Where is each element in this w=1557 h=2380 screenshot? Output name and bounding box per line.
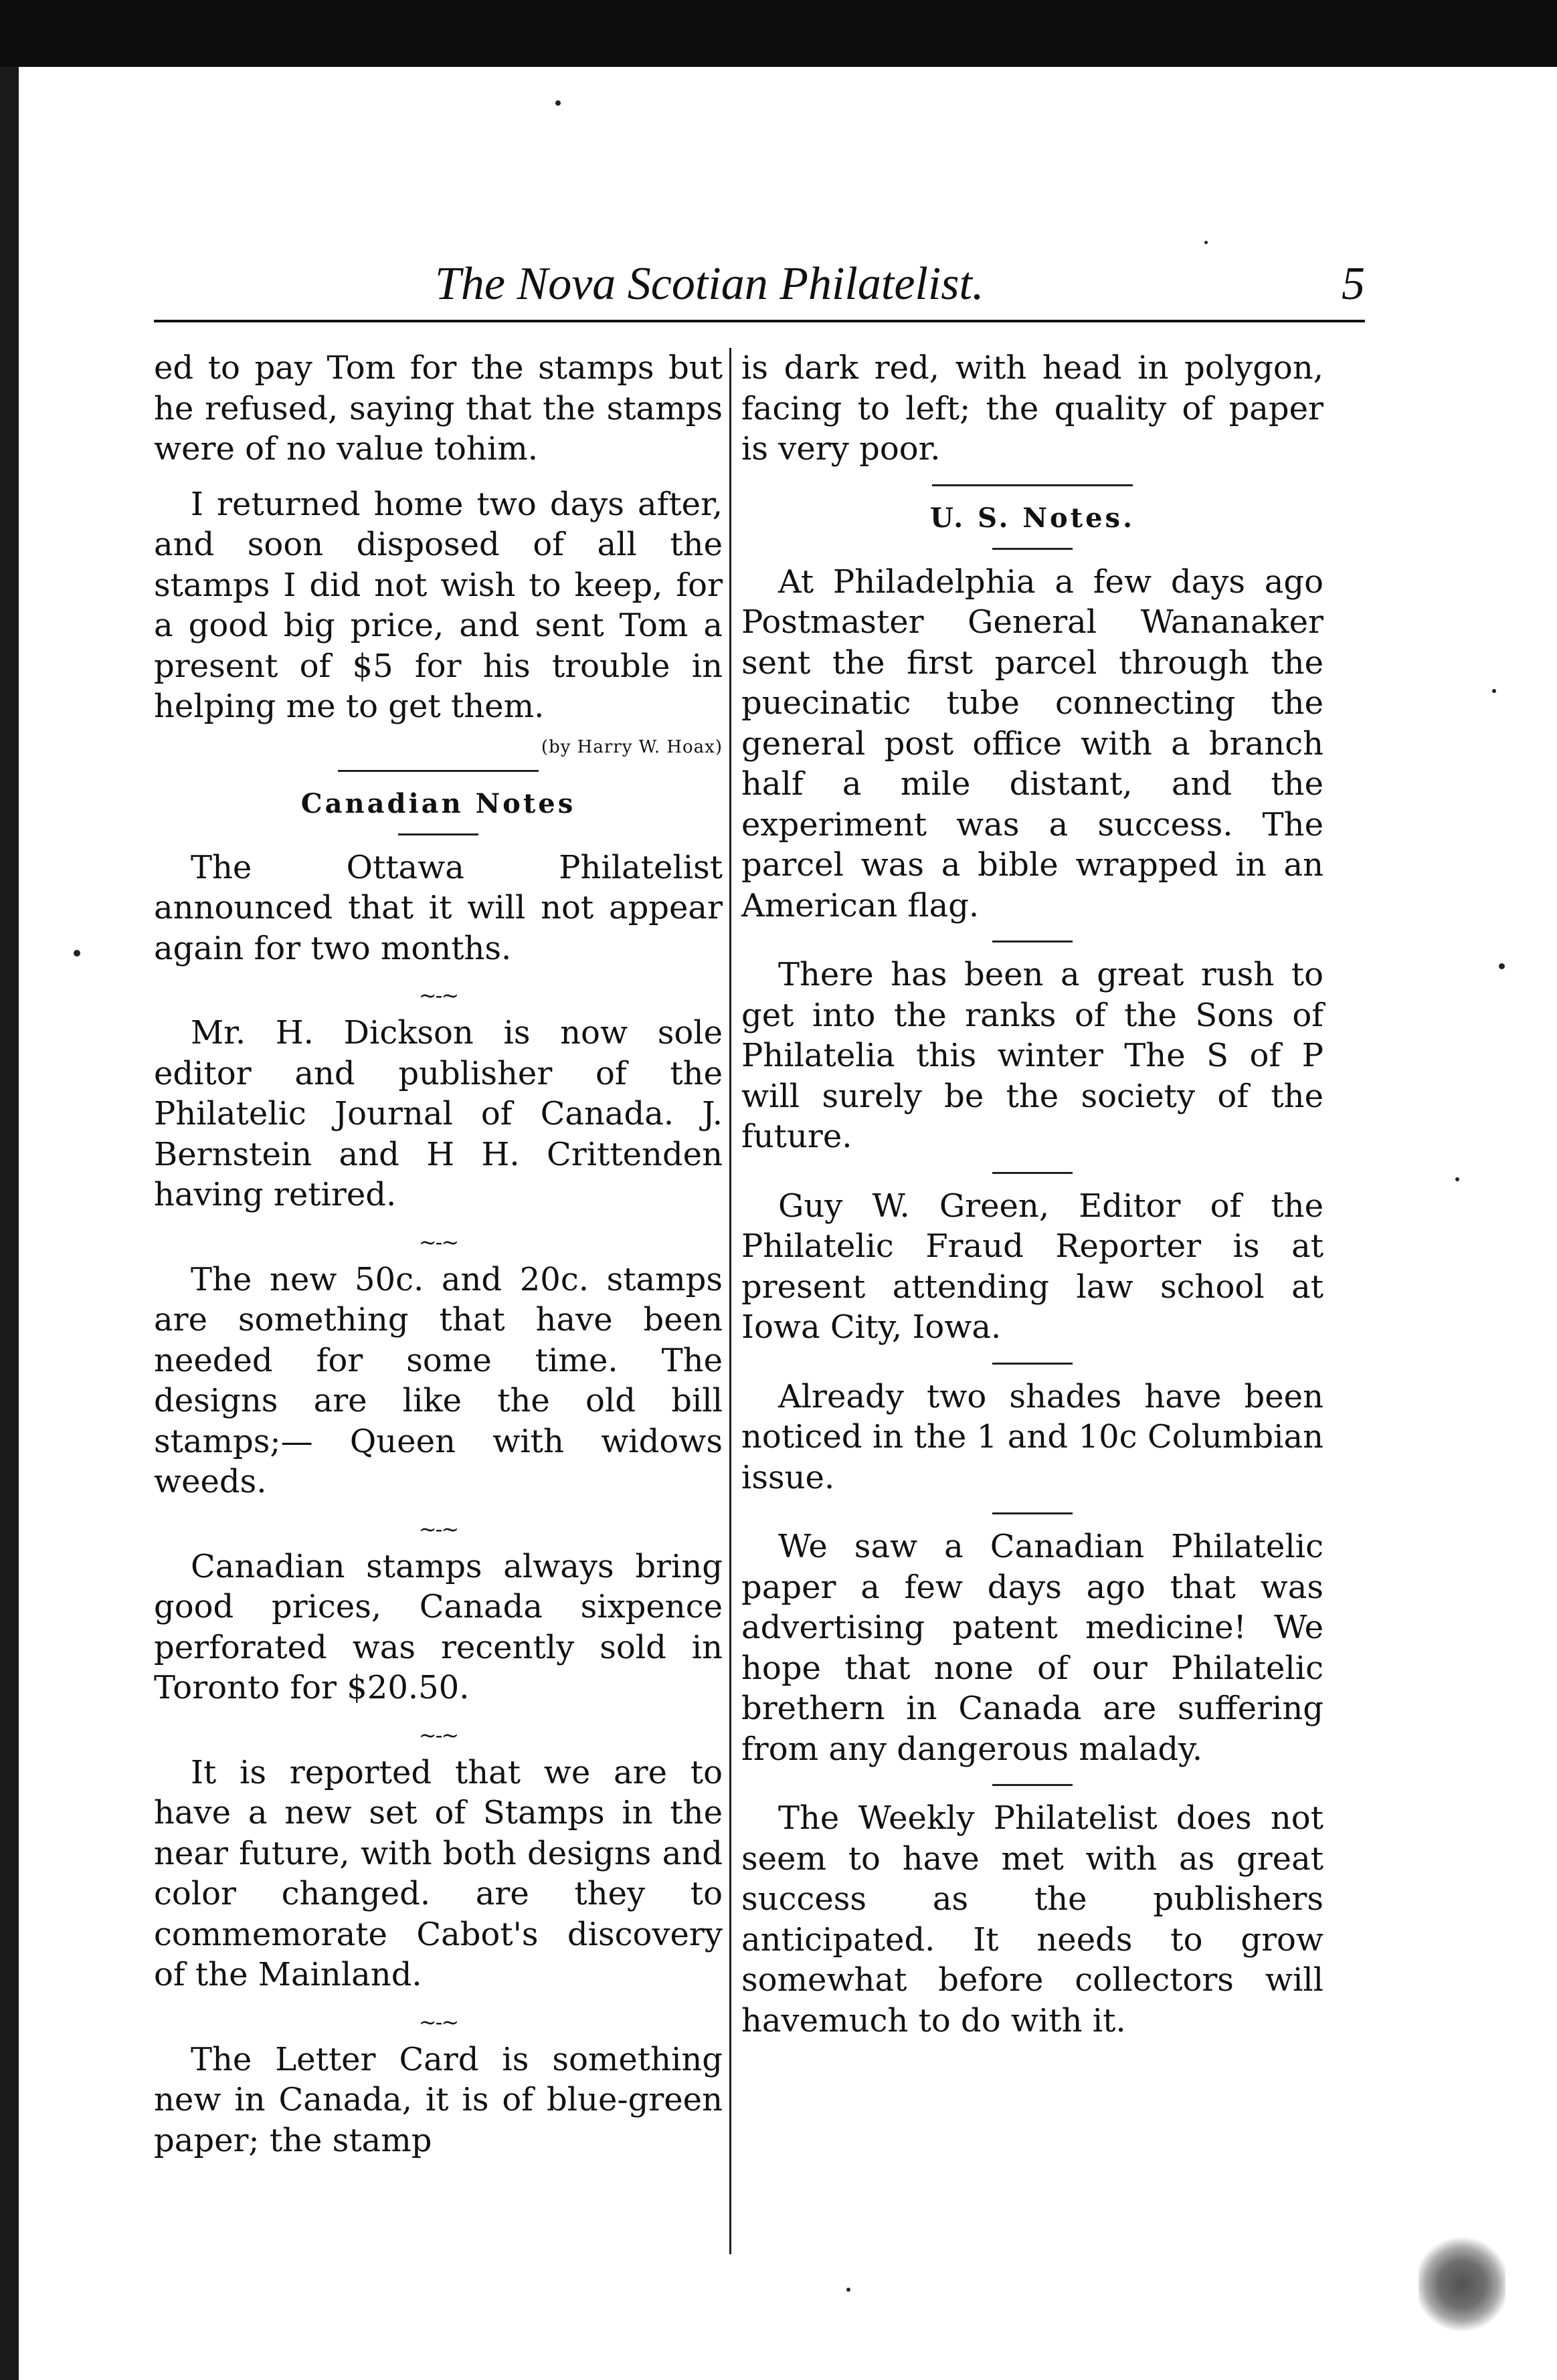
section-divider <box>992 548 1073 550</box>
news-item: Already two shades have been noticed in the 1 and 10c Columbian issue. <box>741 1377 1323 1496</box>
ornament-divider: ~‐~ <box>418 983 458 1008</box>
scan-speck <box>1499 963 1505 969</box>
item-divider <box>992 940 1073 943</box>
item-divider <box>992 1512 1073 1514</box>
scan-border-left <box>0 67 19 2380</box>
item-divider <box>992 1784 1073 1786</box>
scan-speck <box>74 950 80 957</box>
byline: (by Harry W. Hoax) <box>541 736 723 757</box>
news-item: The Weekly Philatelist does not seem to have met with as great success as the publishers anticipated. It needs to grow somewhat before collectors will havemuch to do with it. <box>741 1799 1323 2040</box>
news-item: It is reported that we are to have a new set of Stamps in the near future, with both designs and color changed. are they to commemorate Cabot's discovery of the Mainland. <box>154 1753 723 1993</box>
news-item: Canadian stamps always bring good prices, Canada sixpence perforated was recently sold in Toronto for $20.50. <box>154 1547 723 1706</box>
scan-speck <box>846 2288 850 2292</box>
news-item: The Letter Card is something new in Canada, it is of blue-green paper; the stamp <box>154 2040 723 2159</box>
ornament-divider: ~‐~ <box>418 2009 458 2035</box>
page-header <box>154 254 1365 314</box>
news-item: Mr. H. Dickson is now sole editor and publisher of the Philatelic Journal of Canada. J. Bernstein and H H. Crittenden having retired. <box>154 1014 723 1213</box>
right-column <box>741 348 1323 2056</box>
ornament-divider: ~‐~ <box>418 1722 458 1748</box>
news-item: is dark red, with head in polygon, facing to left; the quality of paper is very poor. <box>741 349 1323 468</box>
news-item: Guy W. Green, Editor of the Philatelic Fraud Reporter is at present attending law school at Iowa City, Iowa. <box>741 1187 1323 1346</box>
publication-title: The Nova Scotian Philatelist. <box>435 258 984 310</box>
scan-speck <box>555 100 561 106</box>
news-item: We saw a Canadian Philatelic paper a few days ago that was advertising patent medicine! We hope that none of our Philatelic brethern in Canada are suffering from any dangerous malady. <box>741 1528 1323 1768</box>
ornament-divider: ~‐~ <box>418 1229 458 1255</box>
section-divider <box>338 770 539 772</box>
item-divider <box>992 1363 1073 1365</box>
scan-speck <box>1492 689 1496 693</box>
article-paragraph: I returned home two days after, and soon disposed of all the stamps I did not wish to keep, for a good big price, and sent Tom a present of $5 for his trouble in helping me to get them. <box>154 485 723 725</box>
section-heading-us-notes: U. S. Notes. <box>930 502 1135 534</box>
page-number: 5 <box>1342 258 1365 310</box>
news-item: The new 50c. and 20c. stamps are something that have been needed for some time. The designs are like the old bill stamps;— Queen with widows weeds. <box>154 1260 723 1500</box>
ornament-divider: ~‐~ <box>418 1516 458 1542</box>
scan-corner-stain <box>1418 2234 1505 2335</box>
section-divider <box>398 833 478 835</box>
article-paragraph: ed to pay Tom for the stamps but he refused, saying that the stamps were of no value tohim. <box>154 349 723 468</box>
left-column <box>154 348 723 2175</box>
section-heading-canadian-notes: Canadian Notes <box>300 787 576 819</box>
scan-border-top <box>0 0 1557 67</box>
item-divider <box>992 1172 1073 1174</box>
scan-speck <box>1204 241 1208 244</box>
news-item: The Ottawa Philatelist announced that it will not appear again for two months. <box>154 848 723 967</box>
news-item: There has been a great rush to get into the ranks of the Sons of Philatelia this winter The S of P will surely be the society of the future. <box>741 956 1323 1155</box>
scan-speck <box>1455 1177 1459 1181</box>
column-divider <box>729 348 731 2254</box>
section-divider <box>932 484 1133 486</box>
news-item: At Philadelphia a few days ago Postmaster General Wananaker sent the first parcel through the puecinatic tube connecting the general post office with a branch half a mile distant, and the experiment was a success. The parcel was a bible wrapped in an American flag. <box>741 563 1323 924</box>
header-rule <box>154 320 1365 322</box>
